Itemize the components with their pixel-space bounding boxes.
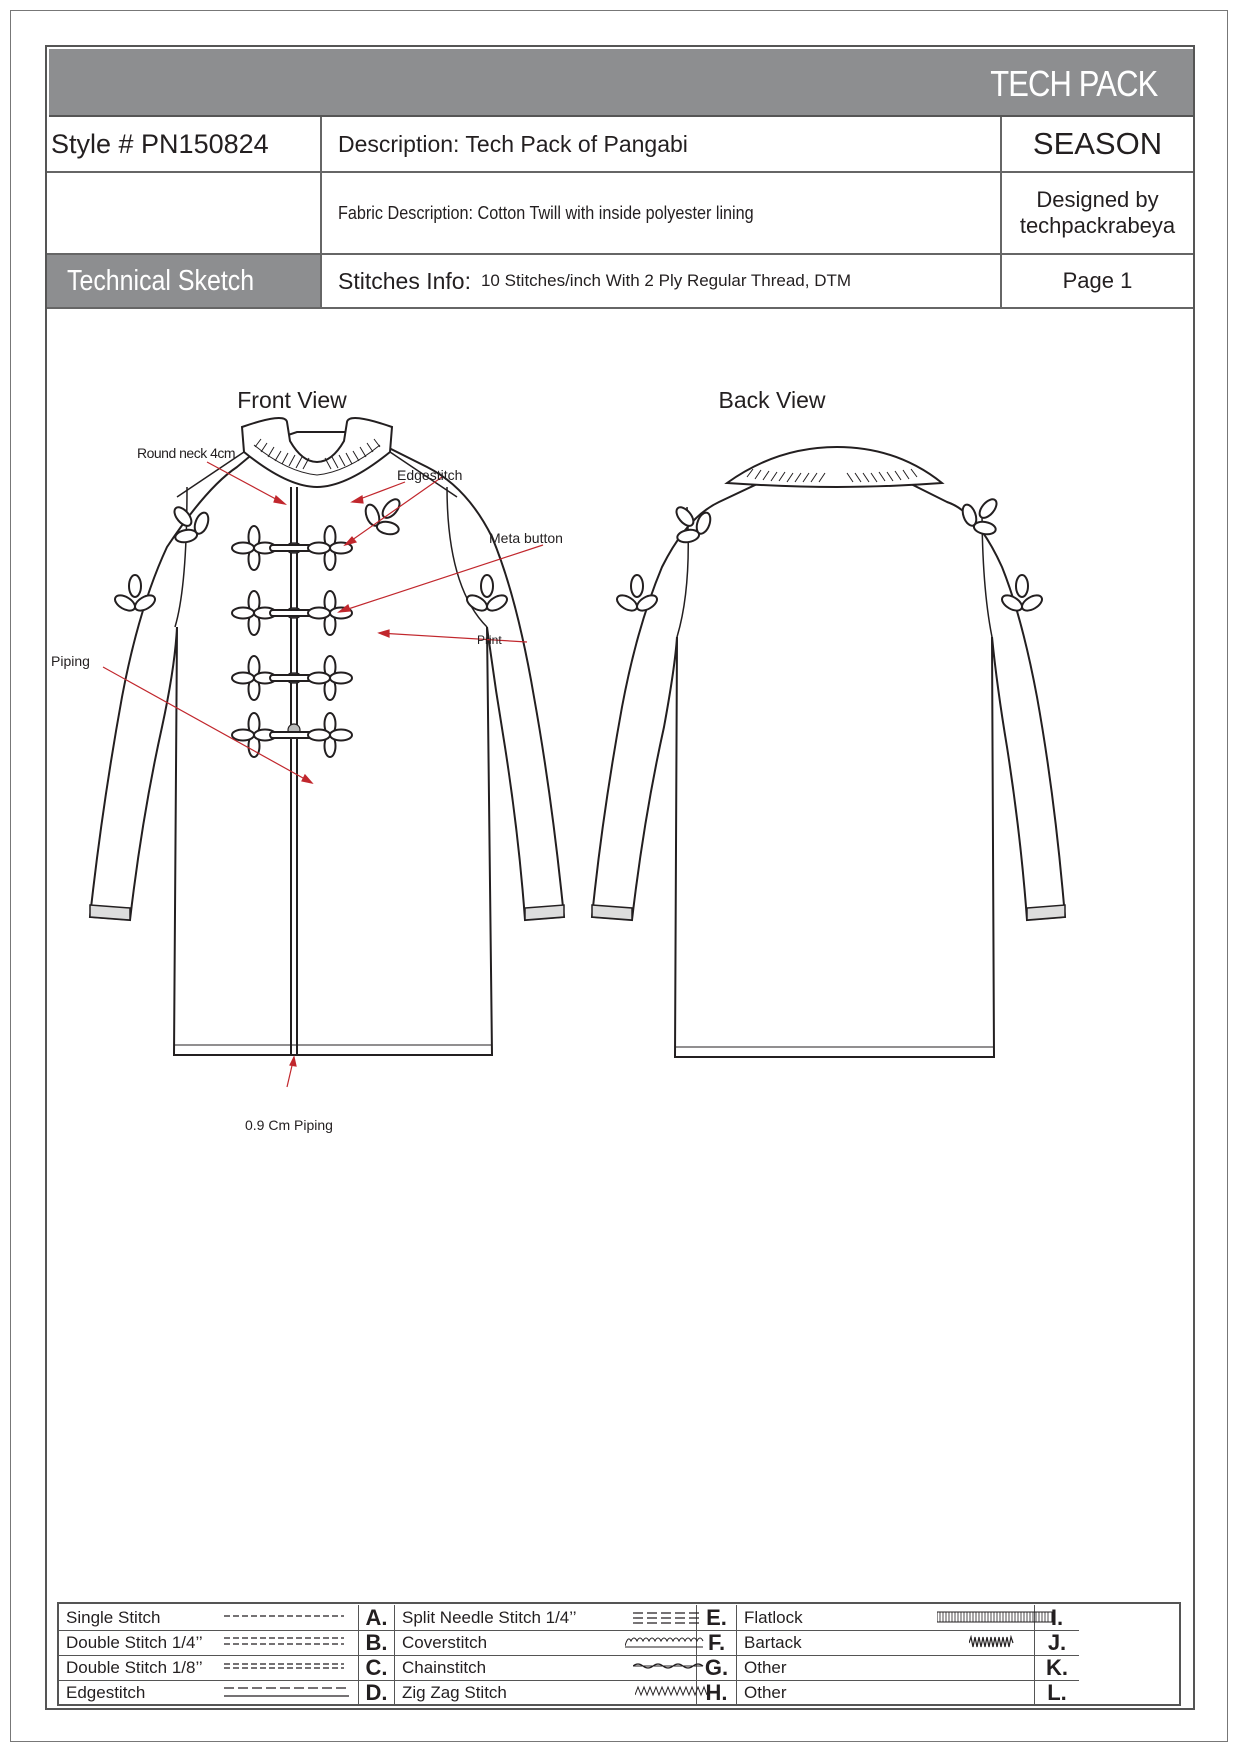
callout-meta-button: Meta button: [489, 530, 563, 546]
legend-stitch-label: Edgestitch: [66, 1683, 146, 1702]
legend-stitch-name: [59, 1655, 359, 1681]
page-number: Page 1: [1002, 255, 1193, 309]
legend-stitch-name: [395, 1655, 697, 1681]
legend-letter: A.: [359, 1605, 395, 1631]
legend-letter: D.: [359, 1680, 395, 1706]
legend-letter: I.: [1035, 1605, 1079, 1631]
legend-stitch-name: [395, 1680, 697, 1706]
legend-stitch-swatch: [224, 1685, 354, 1701]
legend-stitch-label: Zig Zag Stitch: [402, 1683, 507, 1702]
stitches-info: [322, 255, 1002, 309]
fabric-description: [322, 173, 1002, 255]
legend-stitch-name: [395, 1605, 697, 1631]
legend-stitch-label: Flatlock: [744, 1607, 803, 1627]
legend-stitch-label: Single Stitch: [66, 1607, 161, 1627]
legend-stitch-swatch: [625, 1635, 705, 1651]
legend-stitch-name: [59, 1605, 359, 1631]
tech-pack-sheet: [45, 45, 1195, 1710]
legend-stitch-name: [59, 1630, 359, 1656]
season: SEASON: [1002, 117, 1193, 173]
stitch-legend: [57, 1602, 1181, 1706]
callout-piping-width: 0.9 Cm Piping: [245, 1117, 333, 1133]
legend-stitch-label: Other: [744, 1683, 787, 1702]
legend-stitch-name: [737, 1680, 1035, 1706]
callout-print: Print: [477, 633, 502, 647]
legend-stitch-label: Other: [744, 1657, 787, 1677]
tech-pack-title: TECH PACK: [989, 63, 1157, 104]
legend-stitch-name: [737, 1655, 1035, 1681]
legend-stitch-swatch: [969, 1635, 1019, 1651]
legend-stitch-label: Double Stitch 1/4’’: [66, 1632, 203, 1652]
callout-piping: Piping: [51, 653, 90, 669]
legend-stitch-label: Double Stitch 1/8’’: [66, 1657, 203, 1677]
legend-stitch-swatch: [224, 1660, 354, 1676]
empty-cell: [47, 173, 322, 255]
legend-letter: K.: [1035, 1655, 1079, 1681]
designer-name: techpackrabeya: [1019, 213, 1176, 238]
style-number: Style # PN150824: [47, 117, 322, 173]
legend-stitch-swatch: [224, 1635, 354, 1651]
legend-letter: E.: [697, 1605, 737, 1631]
callout-edgestitch: Edgestitch: [397, 467, 463, 483]
legend-stitch-name: [737, 1630, 1035, 1656]
technical-sketch: [47, 309, 1193, 1599]
legend-letter: C.: [359, 1655, 395, 1681]
legend-stitch-label: Coverstitch: [402, 1632, 488, 1652]
legend-letter: L.: [1047, 1680, 1067, 1705]
legend-stitch-name: [59, 1680, 359, 1706]
back-view-label: Back View: [718, 387, 826, 413]
legend-letter: H.: [697, 1680, 737, 1706]
technical-sketch-label: [47, 255, 322, 309]
legend-letter: G.: [697, 1655, 737, 1681]
description: Description: Tech Pack of Pangabi: [322, 117, 1002, 173]
designed-by-label: Designed by: [1036, 187, 1159, 212]
legend-letter: F.: [697, 1630, 737, 1656]
back-view-sketch: [592, 447, 1065, 1057]
technical-sketch-text: Technical Sketch: [67, 264, 255, 297]
legend-stitch-label: Chainstitch: [402, 1657, 487, 1677]
legend-letter: B.: [359, 1630, 395, 1656]
legend-stitch-name: [395, 1630, 697, 1656]
stitches-label: Stitches Info:: [338, 267, 471, 294]
legend-stitch-label: Split Needle Stitch 1/4’’: [402, 1607, 577, 1627]
stitches-value: 10 Stitches/inch With 2 Ply Regular Thread, DTM: [480, 271, 852, 290]
title-bar: [49, 49, 1193, 117]
legend-letter: J.: [1035, 1630, 1079, 1656]
callout-round-neck: Round neck 4cm: [137, 445, 236, 461]
fabric-description-text: Fabric Description: Cotton Twill with inside polyester lining: [338, 202, 754, 223]
designed-by: [1002, 173, 1193, 255]
legend-stitch-label: Bartack: [744, 1632, 802, 1652]
front-view-label: Front View: [237, 387, 347, 413]
legend-stitch-swatch: [224, 1610, 354, 1626]
legend-stitch-name: [737, 1605, 1035, 1631]
